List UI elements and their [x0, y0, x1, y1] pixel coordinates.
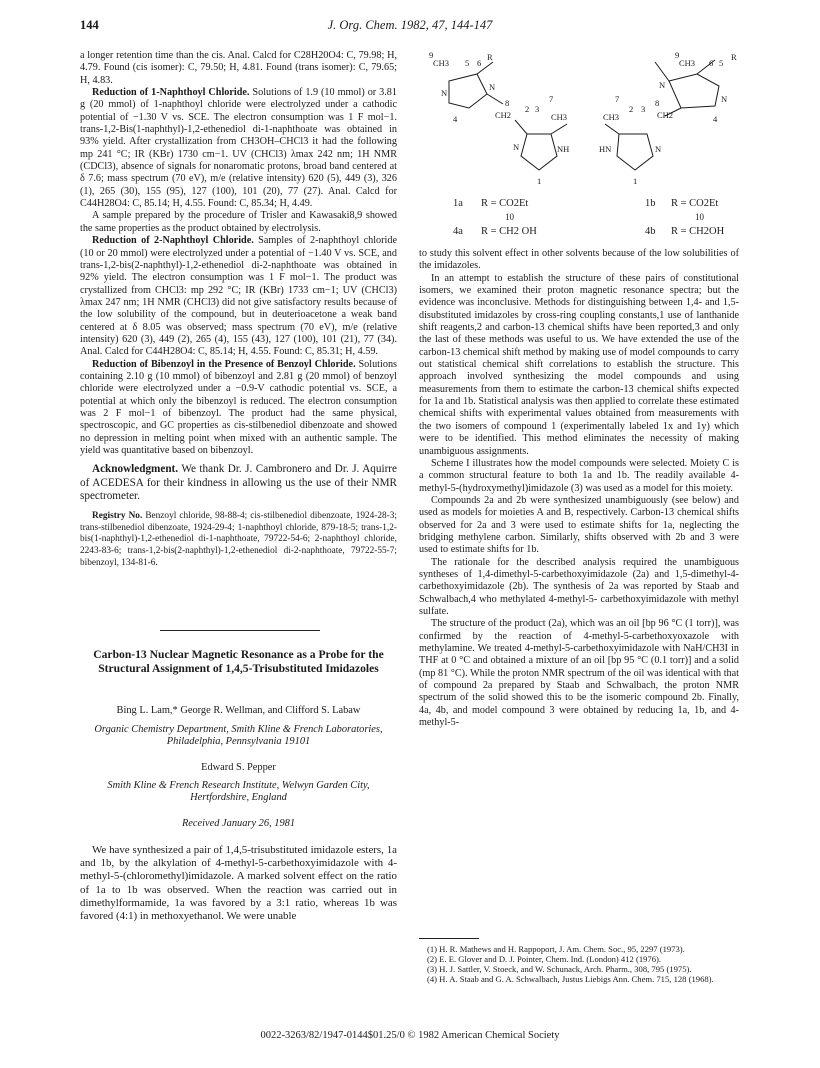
methyl-label: CH3: [433, 58, 450, 68]
registry-heading: Registry No.: [92, 511, 143, 522]
footnote: (1) H. R. Mathews and H. Rappoport, J. Am. Chem. Soc., 95, 2297 (1973).: [427, 944, 685, 954]
paragraph-text: Solutions of 1.9 (10 mmol) or 3.81 g (20 mmol) of 1-naphthoyl chloride were electrolyzed under a cathodic potential of −1.30 V vs. SCE. The electron consumption was 1 F mol−1. trans-1,2-Bis(1-naphthyl)-1,2-ethenediol di-1-naphthoate was obtained in 93% yield. After crystallization from CH3OH–CHCl3 it had the following mp 241 °C; IR (KBr) 1730 cm−1. UV (CHCl3) λmax 242 nm; 1H NMR (CDCl3), absence of signals for nonaromatic protons, broad band centered at δ 7.6; mass spectrum (70 eV), m/e (relative intensity) 620 (5), 449 (3), 326 (1), 265 (30), 155 (95), 127 (100), 101 (20), 77 (27). Anal. Calcd for C44H28O4: C, 85.14; H, 4.55. Found: C, 85.34; H, 4.49.: [80, 87, 397, 210]
paragraph: The rationale for the described analysis required the unambiguous syntheses of 1,4-dimethyl-5-carbethoxyimidazole (2a) and 1,5-dimethyl-4-carbethoxyimidazole (2b). The synthesis of 2a was reported by Staab and Schwalbach,4 who methylated 4-methyl-5- carbethoxyimidazole with methyl sulfate.: [419, 556, 739, 617]
carbon-number: 10: [505, 212, 514, 222]
svg-text:4: 4: [713, 114, 718, 124]
paragraph: Scheme I illustrates how the model compounds were selected. Moiety C is a common structural feature to both 1a and 1b. The readily available 4-methyl-5-(hydroxymethyl)imidazole (3) was used as a model for this moiety.: [419, 457, 739, 494]
nitrogen-label: N: [659, 80, 666, 90]
journal-citation: J. Org. Chem. 1982, 47, 144-147: [327, 18, 493, 32]
nh-label: HN: [599, 144, 612, 154]
svg-text:2: 2: [525, 104, 530, 114]
left-column: [80, 50, 397, 569]
svg-text:3: 3: [535, 104, 540, 114]
imidazole-ring: [521, 134, 557, 170]
abstract-text: We have synthesized a pair of 1,4,5-trisubstituted imidazole esters, 1a and 1b, by the alkylation of 4-methyl-5-carbethoxyimidazole with 4-methyl-5-(chloromethyl)imidazole. A marked solvent effect on the ratio of 1a to 1b was observed. When the reaction was carried out in dimethylformamide, 1a was favored by a 3:1 ratio, whereas 1b was favored (4:1) in methoxyethanol. We were unable: [80, 844, 397, 923]
paragraph: [80, 359, 397, 458]
paragraph: Compounds 2a and 2b were synthesized unambiguously (see below) and used as models for moieties A and B, respectively. Carbon-13 chemical shifts observed for 2a and 3 were used to estimate shifts for 1a, neglecting the bridging methylene carbon. Similarly, shifts observed with 2b and 3 were used to estimate shifts for 1b.: [419, 494, 739, 556]
r-group-definition: R = CO2Et: [481, 198, 529, 209]
svg-text:8: 8: [505, 98, 510, 108]
footnote: (4) H. A. Staab and G. A. Schwalbach, Justus Liebigs Ann. Chem. 715, 128 (1968).: [427, 974, 714, 985]
divider: [160, 630, 320, 631]
r-group-definition: R = CH2OH: [671, 226, 725, 237]
chemical-structures-figure: [419, 46, 741, 246]
svg-text:7: 7: [549, 94, 554, 104]
svg-text:7: 7: [615, 94, 620, 104]
compound-label: 4b: [645, 226, 656, 237]
ack-text: We thank Dr. J. Cambronero and Dr. J. Aquirre of ACEDESA for their kindness in allowing us the use of their NMR spectrometer.: [80, 463, 397, 502]
compound-label: 1a: [453, 198, 463, 209]
section-heading: Reduction of Bibenzoyl in the Presence of Benzoyl Chloride.: [92, 358, 356, 370]
r-group-definition: R = CH2 OH: [481, 226, 537, 237]
carbon-number: 10: [695, 212, 704, 222]
methyl-label: CH3: [603, 112, 620, 122]
r-group-label: R: [487, 52, 493, 62]
article-title: Carbon-13 Nuclear Magnetic Resonance as a Probe for the Structural Assignment of 1,4,5-Trisubstituted Imidazoles: [93, 648, 384, 675]
ack-heading: Acknowledgment.: [92, 463, 179, 476]
nh-label: NH: [557, 144, 570, 154]
svg-text:2: 2: [629, 104, 634, 114]
section-heading: Reduction of 2-Naphthoyl Chloride.: [92, 235, 254, 247]
methylene-label: CH2: [495, 110, 512, 120]
paragraph: The structure of the product (2a), which was an oil [bp 96 °C (1 torr)], was confirmed by the reaction of 4-methyl-5-carbethoxyoxazole with methylamine. We treated 4-methyl-5-carbethoxyimidazole with NaH/CH3I in THF at 0 °C and obtained a mixture of an oil [bp 95 °C (0.1 torr)] and a solid (mp 81 °C). While the proton NMR spectrum of the oil was identical with that of compound 2a prepared by Staab and Schwalbach, the proton NMR spectrum of the solid showed this to be the isomeric compound 2b. Finally, 4a, 4b, and model compound 3 were obtained by reducing 1a, 1b, and 4-methyl-5-: [419, 618, 739, 729]
svg-text:8: 8: [655, 98, 660, 108]
compound-number: 1: [537, 176, 542, 186]
author: Edward S. Pepper: [201, 762, 276, 773]
nitrogen-label: N: [513, 142, 520, 152]
paragraph-text: Samples of 2-naphthoyl chloride (10 or 20 mmol) were electrolyzed under a potential of −1.40 V vs. SCE, and trans-1,2-bis(2-naphthyl)-1,2-ethenediol di-2-naphthoate was obtained in 92% yield. The electron consumption was 1 F mol−1. The product was crystallized from CHCl3: mp 292 °C; IR (KBr) 1733 cm−1; UV (CHCl3) λmax 247 nm; 1H NMR (CHCl3) did not give satisfactory results because of the low solubility of the compound, but in deuterioacetone a weak band centered at δ 8.05 was observed; mass spectrum (70 eV), m/e (relative intensity) 620 (3), 449 (2), 265 (4), 155 (43), 127 (100), 101 (21), 77 (34). Anal. Calcd for C44H28O4: C, 85.14; H, 4.55. Found: C, 85.31; H, 4.59.: [80, 235, 397, 358]
nitrogen-label: N: [489, 82, 496, 92]
imidazole-ring: [449, 74, 487, 108]
compound-label: 1b: [645, 198, 656, 209]
svg-text:5: 5: [719, 58, 724, 68]
svg-text:4: 4: [453, 114, 458, 124]
paragraph: to study this solvent effect in other solvents because of the low solubilities of the imidazoles.: [419, 248, 739, 272]
svg-text:5: 5: [465, 58, 470, 68]
section-heading: Reduction of 1-Naphthoyl Chloride.: [92, 87, 250, 99]
paragraph: A sample prepared by the procedure of Trisler and Kawasaki8,9 showed the same properties as the product obtained by electrolysis.: [80, 210, 397, 234]
r-group-definition: R = CO2Et: [671, 198, 719, 209]
compound-label: 4a: [453, 226, 463, 237]
compound-number: 1: [633, 176, 638, 186]
paragraph-text: Solutions containing 2.10 g (10 mmol) of bibenzoyl and 2.81 g (20 mmol) of benzoyl chloride were electrolyzed under a −0.9-V cathodic potential vs. SCE, a potential at which only the bibenzoyl is reduced. The electron consumption was 2 F mol−1 of bibenzoyl. The product had the same physical, spectroscopic, and GC properties as cis-stilbenediol dibenzoate and showed no depression in melting point when mixed with an authentic sample. The yield was quantitative based on bibenzoyl.: [80, 358, 397, 456]
page-footer: 0022-3263/82/1947-0144$01.25/0 © 1982 American Chemical Society: [260, 1030, 560, 1041]
footnote: (3) H. J. Sattler, V. Stoeck, and W. Schunack, Arch. Pharm., 308, 795 (1975).: [427, 964, 692, 975]
paragraph: In an attempt to establish the structure of these pairs of constitutional isomers, we examined their proton magnetic resonance spectra; but the evidence was inconclusive. Methods for distinguishing between 1,4- and 1,5-disubstituted imidazoles by cross-ring coupling constants,1 use of lanthanide shift reagents,2 and carbon-13 chemical shifts have been reported,3 and only the last of these methods was useful to us. We have extended the use of the carbon-13 chemical shift method by making use of model compounds to carry out statistical chemical shift correlations to establish the structure. This approach involved synthesizing the model compounds and using measurements from them to estimate the carbon-13 chemical shifts expected for 1a and 1b. Statistical analysis was then applied to correlate these estimated chemical shifts with experimental values obtained from measurements with the two isomers of compound 1 (experimentally labeled 1x and 1y) which were to be identified. This method eliminates the necessity of making unambiguous assignments.: [419, 272, 739, 457]
authors: Bing L. Lam,* George R. Wellman, and Clifford S. Labaw: [116, 705, 361, 716]
registry-text: Benzoyl chloride, 98-88-4; cis-stilbenediol dibenzoate, 1924-28-3; trans-stilbenediol dibenzoate, 1924-29-4; 1-naphthoyl chloride, 879-18-5; trans-1,2-bis(1-naphthyl)-1,2-ethenediol di-1-naphthoate, 79722-54-6; 2-naphthoyl chloride, 2243-83-6; trans-1,2-bis(2-naphthyl)-1,2-ethenediol di-2-naphthoate, 79722-55-7; bibenzoyl, 134-81-6.: [80, 511, 398, 568]
abstract: [80, 844, 397, 923]
methylene-label: CH2: [657, 110, 674, 120]
svg-text:3: 3: [641, 104, 646, 114]
footnote: (2) E. E. Glover and D. J. Pointer, Chem. Ind. (London) 412 (1976).: [427, 954, 662, 965]
svg-text:9: 9: [675, 50, 680, 60]
nitrogen-label: N: [721, 94, 728, 104]
page-header: [80, 18, 740, 36]
paragraph: [80, 87, 397, 210]
registry-numbers: [80, 511, 397, 569]
svg-text:9: 9: [429, 50, 434, 60]
page-number: 144: [80, 18, 99, 32]
nitrogen-label: N: [441, 88, 448, 98]
footnote-divider: [419, 938, 479, 939]
paragraph: [80, 235, 397, 358]
imidazole-ring: [669, 74, 719, 108]
svg-text:6: 6: [709, 58, 714, 68]
r-group-label: R: [731, 52, 737, 62]
paragraph: a longer retention time than the cis. Anal. Calcd for C28H20O4: C, 79.98; H, 4.79. Found (cis isomer): C, 79.50; H, 4.81. Found (trans isomer): C, 79.65; H, 4.83.: [80, 50, 397, 86]
affiliation: Organic Chemistry Department, Smith Kline & French Laboratories, Philadelphia, Pennsylvania 19101: [94, 724, 383, 748]
nitrogen-label: N: [655, 144, 662, 154]
acknowledgment: [80, 463, 397, 503]
methyl-label: CH3: [551, 112, 568, 122]
svg-text:6: 6: [477, 58, 482, 68]
right-column: [419, 248, 739, 729]
methyl-label: CH3: [679, 58, 696, 68]
received-date: Received January 26, 1981: [181, 818, 296, 829]
affiliation: Smith Kline & French Research Institute, Welwyn Garden City, Hertfordshire, England: [107, 780, 370, 804]
imidazole-ring: [617, 134, 653, 170]
footnotes: [419, 944, 739, 984]
